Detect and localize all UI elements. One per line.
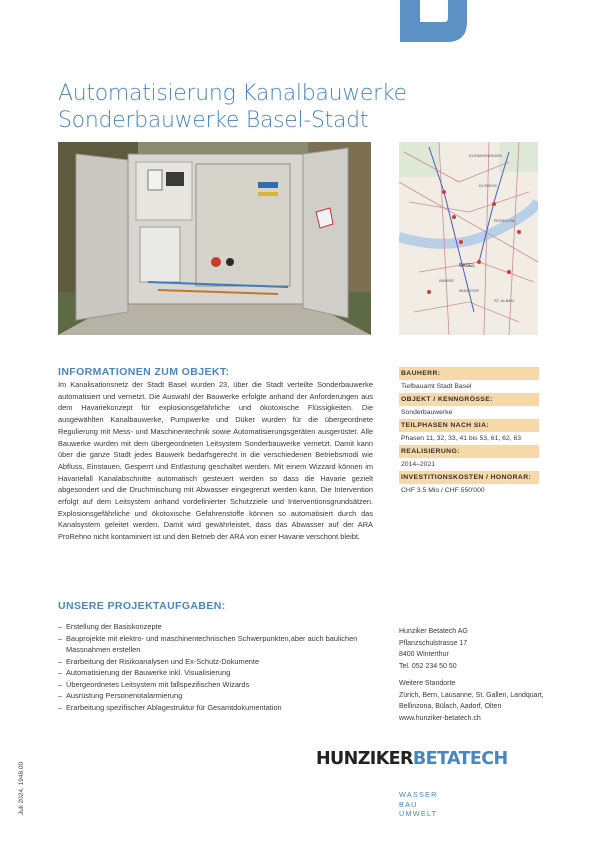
info-text [58,379,373,543]
map-label: ROSENTAL [494,218,516,223]
list-item: – Erarbeitung spezifischer Ablagestruktur für Gesamtdokumentation [58,702,282,712]
brand-part-2: BETATECH [412,749,508,769]
slogan-line-2: BAU [399,799,418,809]
info-paragraph: Im Kanalisationsnetz der Stadt Basel wurden 23, über die Stadt verteilte Sonderbauwerke automatisiert und vernetzt. Die Auswahl der Bauwerke erfolgte anhand der Anforderungen aus dem Havariekonzept für explosionsgefährliche und ökotoxische Flüssigkeiten. Die ausgewählten Kanalbauwerke, Pumpwerke und Düker wurden für die übergeordnete Regulierung mit Mess- und Maschinentechnik sowie Automatisierungsgeräten ausgerüstet. Alle Bauwerke wurden mit dem übergeordneten Leitsystem Sonderbauwerke vernetzt. Damit kann über die ganze Stadt jedes Bauwerk bedarfsgerecht in die verschiedenen Betriebsmodi wie Abfluss, Einstauen, Gesperrt und Entlastung geschaltet werden. Mit einem Wizzard können im Havariefall Kanalabschnitte automatisch gesteuert werden so dass die Havarie gezielt abgesondert und die Druchmischung mit Abwasser eingegrenzt werden kann. Die Intervention erfolgt auf dem Leitsystem anhand vordefinierter Schutzziele und Interventionsgrundsätzen. Explosionsgefährliche und ökotoxische Gefahrenstoffe können so automatisiert durch das Kanalsystem geleitet werden. Damit wird gewährleistet, dass das Abwasser auf der ARA ProRehno nicht kontaminiert ist und den Betrieb der ARA von einer Havarie verschont bleibt. [58,380,373,542]
contact-block [399,626,559,724]
footer-date-vertical: Juli 2024, 1948.00 [18,761,25,815]
tasks-heading: UNSERE PROJEKTAUFGABEN: [58,600,226,612]
fact-label-realisation: REALISIERUNG: [399,445,539,458]
fact-value-costs: CHF 3.5 Mio / CHF 550'000 [401,487,485,494]
slogan-line-3: UMWELT [399,809,438,818]
info-heading: INFORMATIONEN ZUM OBJEKT: [58,366,230,378]
map-label: INNERE [439,278,455,283]
title-line-1: Automatisierung Kanalbauwerke [58,81,407,106]
list-item: – Übergeordnetes Leitsystem mit fallspezifischen Wizards [58,679,250,689]
sites-line-2: Bellinzona, Bülach, Aadorf, Olten [399,703,502,710]
fact-label-phases: TEILPHASEN NACH SIA: [399,419,539,432]
logo-mark-icon [400,0,467,42]
company-name: Hunziker Betatech AG [399,628,468,635]
facts-sidebar [399,367,539,497]
fact-label-object: OBJEKT / KENNGRÖSSE: [399,393,539,406]
sites-line-1: Zürich, Bern, Lausanne, St. Gallen, Landquart, [399,691,544,699]
title-line-2: Sonderbauwerke Basel-Stadt [58,108,369,133]
list-item: – Automatisierung der Bauwerke inkl. Visualisierung [58,668,231,677]
list-item: – Ausrüstung Personenotalarmierung [58,691,183,700]
company-phone: Tel. 052 234 50 50 [399,662,457,670]
map-basel [399,142,538,335]
fact-value-client: Tiefbauamt Stadt Basel [401,383,472,390]
map-label: MÜNSTER [459,288,479,293]
list-item: – Erstellung der Basiskonzepte [58,622,162,631]
tasks-list [58,621,393,713]
map-label: KLEINHÜNINGEN [469,153,502,158]
map-label: BASEL [459,263,476,269]
slogan [399,790,438,819]
website-link[interactable]: www.hunziker-betatech.ch [399,714,481,722]
fact-value-realisation: 2014–2021 [401,461,436,468]
brand-part-1: HUNZIKER [316,749,413,769]
photo-electrical-cabinet [58,142,371,335]
company-city: 8400 Winterthur [399,651,449,658]
slogan-line-1: WASSER [399,790,438,799]
page-title [58,80,518,134]
fact-label-costs: INVESTITIONSKOSTEN / HONORAR: [399,471,539,484]
list-item: – Bauprojekte mit elektro- und maschinentechnischen Schwerpunkten,aber auch baulichen Massnahmen erstellen [58,633,358,654]
list-item: – Erarbeitung der Risikoanalysen und Ex-Schutz-Dokumente [58,656,260,666]
fact-value-object: Sonderbauwerke [401,409,453,416]
sites-heading: Weitere Standorte [399,680,456,687]
fact-label-client: BAUHERR: [399,367,539,380]
fact-value-phases: Phasen 11, 32, 33, 41 bis 53, 61, 62, 63 [401,435,522,442]
brand-wordmark [316,747,508,769]
map-label: KLYBECK [479,183,498,188]
company-street: Pflanzschulstrasse 17 [399,639,468,647]
map-label: ST. ALBAN [494,298,514,303]
